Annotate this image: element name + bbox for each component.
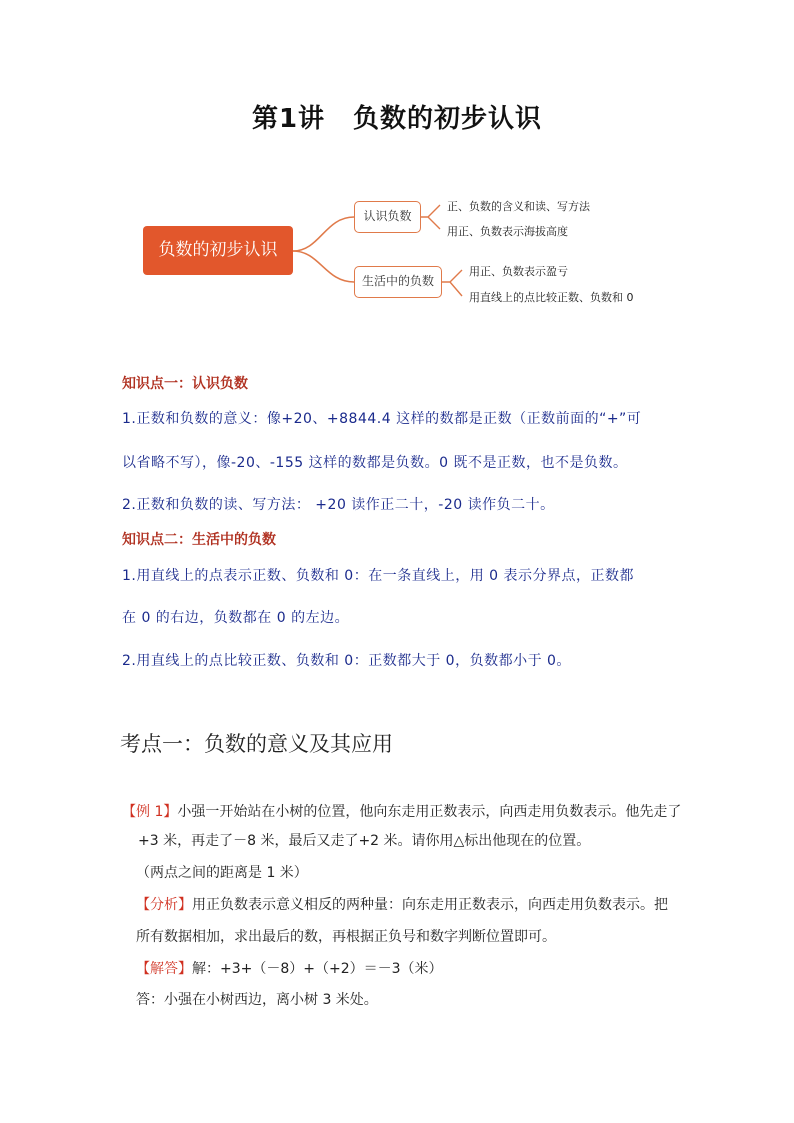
analysis-line: 所有数据相加，求出最后的数，再根据正负号和数字判断位置即可。 xyxy=(136,929,556,945)
mindmap-connectors xyxy=(0,0,794,360)
knowledge-point-1-heading: 知识点一：认识负数 xyxy=(122,376,248,392)
answer-line: 【解答】解：+3+（－8）+（+2）＝－3（米） xyxy=(136,961,443,977)
reply-line: 答：小强在小树西边，离小树 3 米处。 xyxy=(136,992,378,1008)
paragraph-line: 在 0 的右边，负数都在 0 的左边。 xyxy=(122,610,350,626)
lesson-name: 负数的初步认识 xyxy=(353,104,543,134)
lesson-number: 第1讲 xyxy=(251,104,326,134)
mindmap-leaf: 用正、负数表示盈亏 xyxy=(469,265,568,278)
mindmap-leaf: 正、负数的含义和读、写方法 xyxy=(447,200,590,213)
section-heading: 考点一：负数的意义及其应用 xyxy=(120,732,393,756)
paragraph-line: 1.正数和负数的意义：像+20、+8844.4 这样的数都是正数（正数前面的“+”可 xyxy=(122,411,642,427)
paragraph-line: 1.用直线上的点表示正数、负数和 0：在一条直线上，用 0 表示分界点，正数都 xyxy=(122,568,635,584)
mindmap-root: 负数的初步认识 xyxy=(143,226,293,275)
mindmap-leaf: 用正、负数表示海拔高度 xyxy=(447,225,568,238)
paragraph-line: 2.用直线上的点比较正数、负数和 0：正数都大于 0，负数都小于 0。 xyxy=(122,653,571,669)
answer-tag: 【解答】 xyxy=(136,961,192,977)
analysis-tag: 【分析】 xyxy=(136,897,192,913)
analysis-line: 【分析】用正负数表示意义相反的两种量：向东走用正数表示，向西走用负数表示。把 xyxy=(136,897,668,913)
mindmap-leaf: 用直线上的点比较正数、负数和 0 xyxy=(469,291,634,304)
knowledge-point-2-heading: 知识点二：生活中的负数 xyxy=(122,532,276,548)
mindmap-branch-life: 生活中的负数 xyxy=(354,266,442,298)
example-line: +3 米，再走了－8 米，最后又走了+2 米。请你用△标出他现在的位置。 xyxy=(138,833,591,849)
mindmap-branch-recognize: 认识负数 xyxy=(354,201,421,233)
example-line: 【例 1】小强一开始站在小树的位置，他向东走用正数表示，向西走用负数表示。他先走了 xyxy=(122,804,682,820)
example-line: （两点之间的距离是 1 米） xyxy=(136,865,308,881)
paragraph-line: 以省略不写），像-20、-155 这样的数都是负数。0 既不是正数，也不是负数。 xyxy=(122,455,628,471)
paragraph-line: 2.正数和负数的读、写方法： +20 读作正二十，-20 读作负二十。 xyxy=(122,497,555,513)
example-tag: 【例 1】 xyxy=(122,804,178,820)
